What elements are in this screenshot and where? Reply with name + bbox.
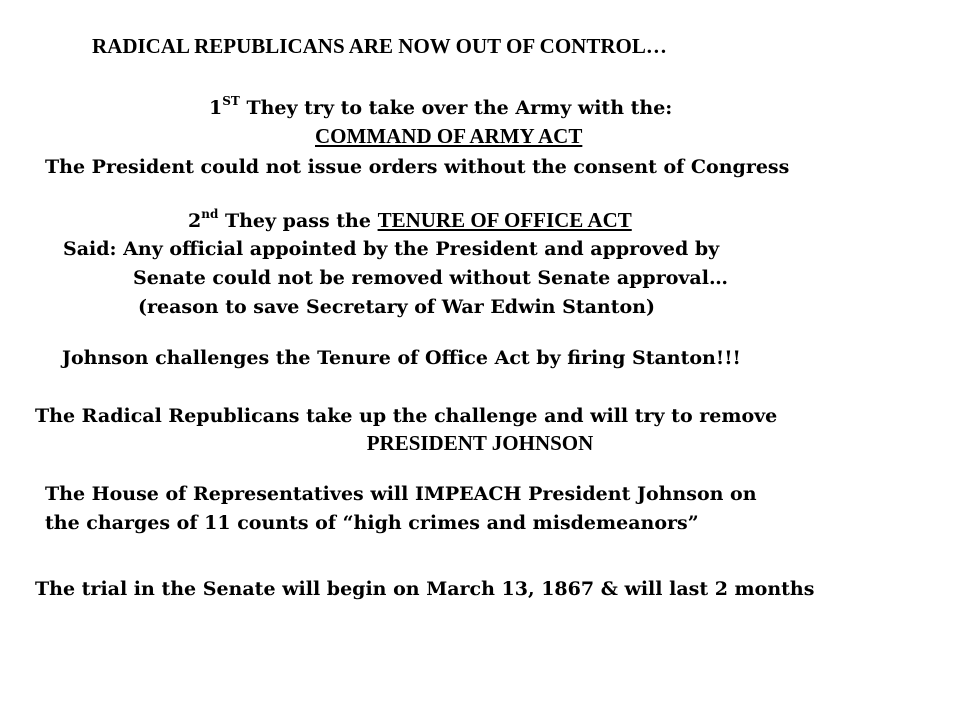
first-heading-text: They try to take over the Army with the: xyxy=(239,97,673,119)
slide-title: RADICAL REPUBLICANS ARE NOW OUT OF CONTROL… xyxy=(92,34,667,58)
johnson-challenge: Johnson challenges the Tenure of Office Act by firing Stanton!!! xyxy=(62,347,741,369)
second-heading-text: They pass the xyxy=(218,210,378,232)
radicals-line-1: The Radical Republicans take up the challenge and will try to remove xyxy=(35,405,778,427)
tenure-of-office-act-label: TENURE OF OFFICE ACT xyxy=(377,208,632,232)
second-ordinal-suffix: nd xyxy=(201,206,219,221)
tenure-reason: (reason to save Secretary of War Edwin Stanton) xyxy=(138,296,655,318)
tenure-said-line-2: Senate could not be removed without Senate approval… xyxy=(133,267,728,289)
impeach-line-2: the charges of 11 counts of “high crimes and misdemeanors” xyxy=(45,512,699,534)
tenure-said-line-1: Said: Any official appointed by the President and approved by xyxy=(63,238,720,260)
trial-statement: The trial in the Senate will begin on March 13, 1867 & will last 2 months xyxy=(35,578,815,600)
impeach-line-1: The House of Representatives will IMPEACH President Johnson on xyxy=(45,483,757,505)
command-of-army-act-label: COMMAND OF ARMY ACT xyxy=(315,124,583,148)
first-number: 1 xyxy=(209,97,223,119)
president-johnson-label: PRESIDENT JOHNSON xyxy=(366,431,594,455)
command-act-description: The President could not issue orders without the consent of Congress xyxy=(45,156,790,178)
second-heading xyxy=(188,208,632,233)
first-heading xyxy=(209,93,673,120)
first-ordinal-suffix: ST xyxy=(222,93,240,108)
second-number: 2 xyxy=(188,210,202,232)
